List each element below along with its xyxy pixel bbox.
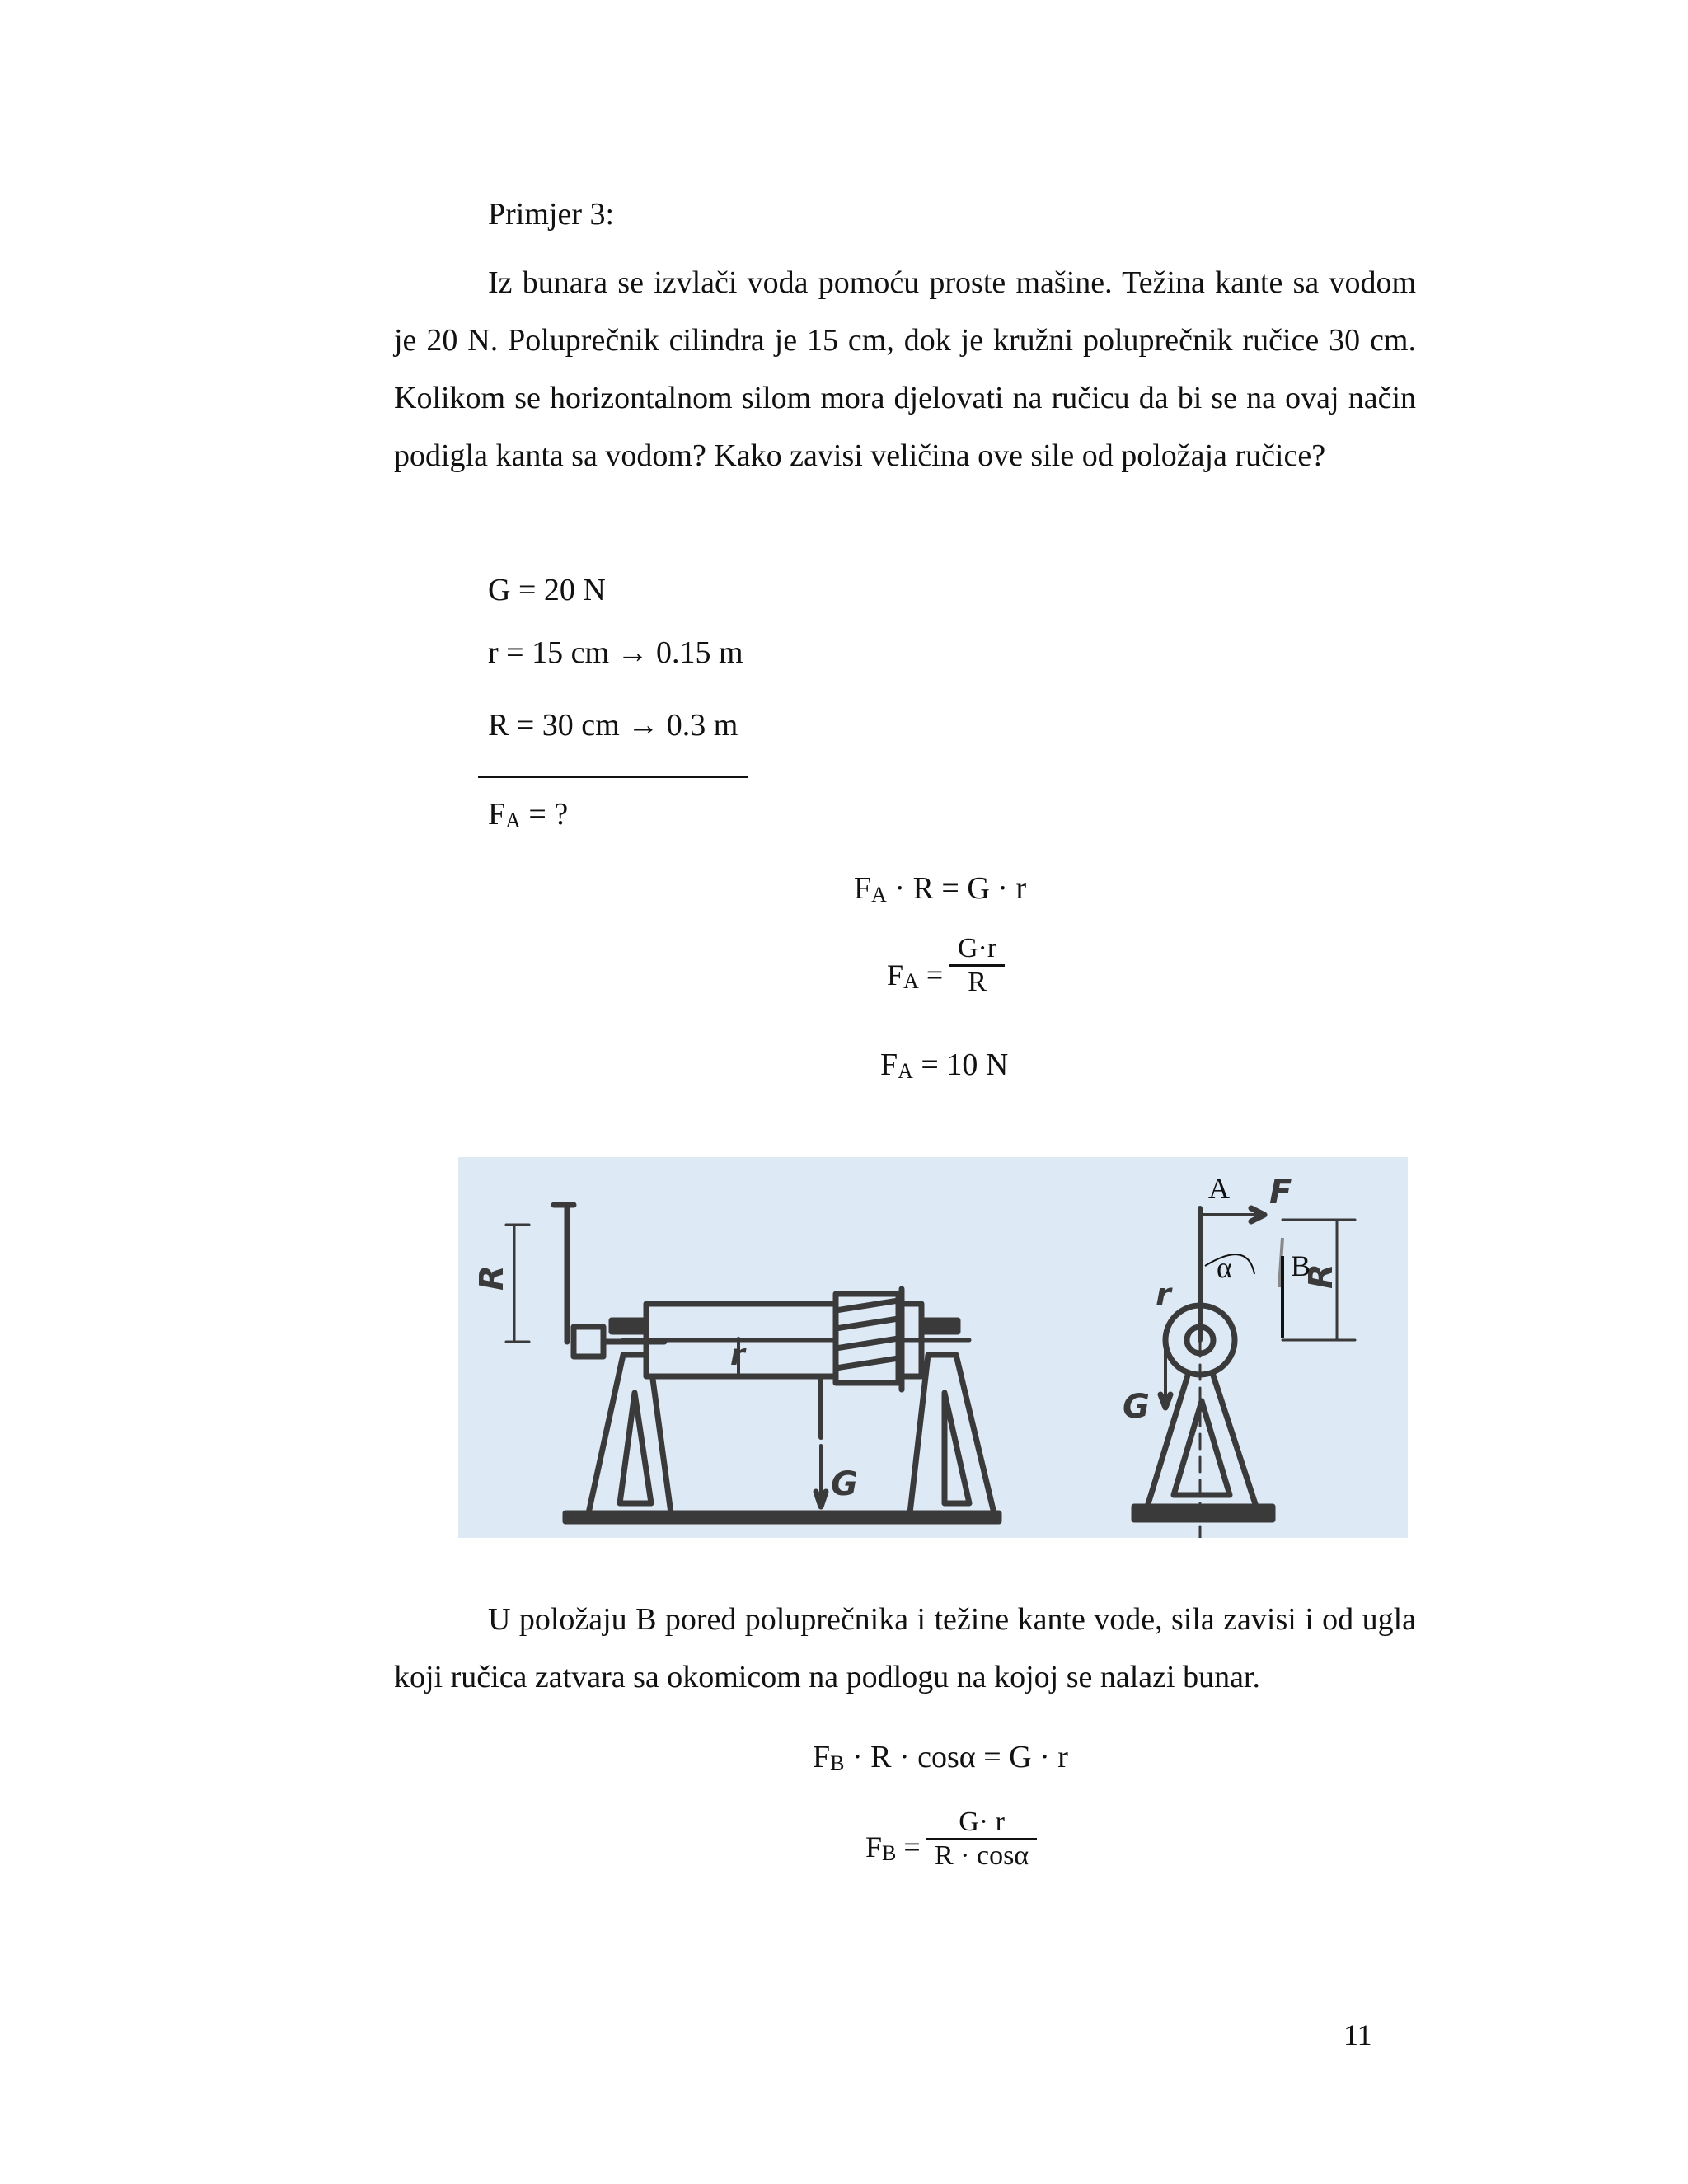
right-bearing <box>925 1320 958 1332</box>
label-G-left: G <box>831 1465 858 1503</box>
label-alpha: α <box>1217 1251 1232 1284</box>
equation-fa-result: FA = 10 N <box>880 1047 1009 1083</box>
equation-fb-lhs: FB = <box>865 1830 921 1865</box>
fraction-fb <box>926 1807 1037 1872</box>
fraction-fb-denominator: R · cosα <box>926 1838 1037 1872</box>
label-r-right: r <box>1156 1277 1171 1313</box>
given-r: r = 15 cm → 0.15 m <box>488 635 743 670</box>
base-right <box>1134 1507 1273 1520</box>
given-G: G = 20 N <box>488 573 606 607</box>
page-number: 11 <box>1343 2018 1372 2051</box>
equation-fa-lhs: FA = <box>887 958 944 993</box>
example-heading: Primjer 3: <box>488 197 615 232</box>
label-G-right: G <box>1123 1388 1150 1426</box>
explanation-paragraph <box>394 1591 1416 1706</box>
given-unknown: FA = ? <box>488 797 569 832</box>
base-left <box>565 1513 999 1521</box>
problem-paragraph <box>394 254 1416 485</box>
label-F: F <box>1269 1174 1292 1212</box>
fraction-fa-denominator: R <box>950 964 1005 998</box>
problem-text: Iz bunara se izvlači voda pomoću proste mašine. Težina kante sa vodom je 20 N. Poluprečnik cilindra je 15 cm, dok je kružni poluprečnik ručice 30 cm. Kolikom se horizontalnom silom mora djelovati na ručicu da bi se na ovaj način podigla kanta sa vodom? Kako zavisi veličina ove sile od položaja ručice? <box>394 265 1416 473</box>
equation-moment-a: FA · R = G · r <box>854 871 1027 907</box>
label-B: B <box>1291 1249 1311 1282</box>
given-R: R = 30 cm → 0.3 m <box>488 708 738 743</box>
fraction-fb-numerator: G· r <box>959 1807 1005 1837</box>
label-R-left: R <box>473 1265 511 1291</box>
label-A: A <box>1208 1172 1230 1205</box>
given-divider <box>478 776 748 778</box>
equation-moment-b: FB · R · cosα = G · r <box>813 1740 1068 1775</box>
label-r-drum: r <box>730 1338 745 1372</box>
left-bearing <box>612 1320 645 1332</box>
label-R-right: R <box>1302 1263 1340 1289</box>
winch-figure <box>458 1157 1408 1538</box>
fraction-fa-numerator: G·r <box>958 933 997 963</box>
fraction-fa <box>950 933 1005 998</box>
explanation-text: U položaju B pored poluprečnika i težine kante vode, sila zavisi i od ugla koji ručica zatvara sa okomicom na podlogu na kojoj se nalazi bunar. <box>394 1602 1416 1694</box>
